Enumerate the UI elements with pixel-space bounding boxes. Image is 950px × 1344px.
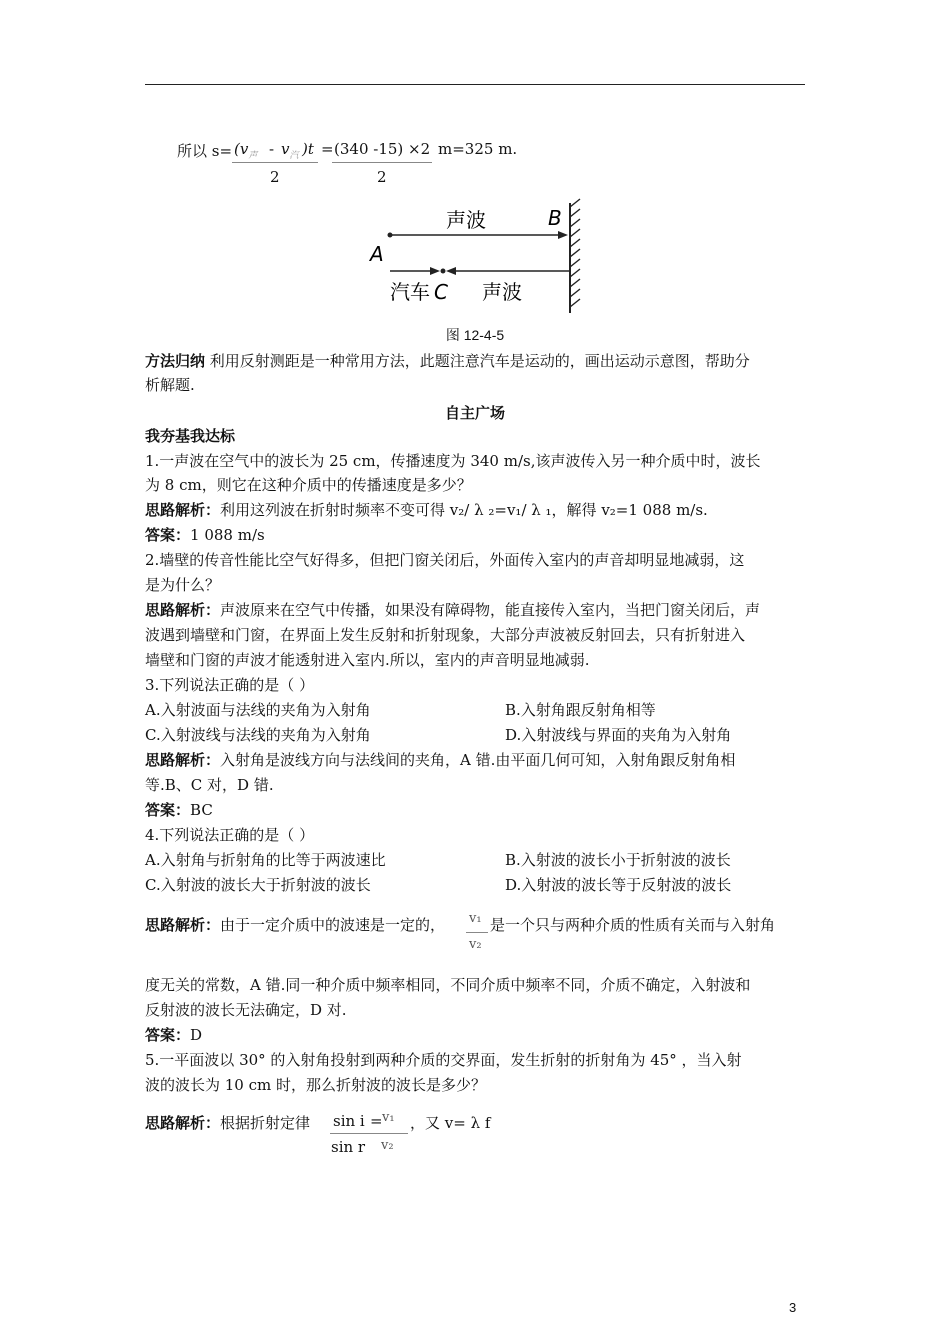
q5-v-den: v₂	[381, 1138, 394, 1153]
eq-minus: -	[269, 140, 275, 158]
q1-line-1: 1.一声波在空气中的波长为 25 cm，传播速度为 340 m/s,该声波传入另一种介质中时，波长	[145, 452, 761, 470]
q4-analysis-3: 反射波的波长无法确定，D 对.	[145, 1001, 347, 1019]
q3-stem: 3.下列说法正确的是（ ）	[145, 676, 315, 694]
q4-analysis-1: 思路解析：由于一定介质中的波速是一定的，	[145, 916, 446, 934]
label-c: C	[434, 280, 448, 304]
header-rule	[145, 84, 805, 85]
q4-answer: 答案：D	[145, 1026, 203, 1044]
figure-caption: 图 12-4-5	[445, 327, 505, 343]
q2-line-2: 是为什么？	[145, 576, 221, 594]
q1-analysis: 思路解析：利用这列波在折射时频率不变可得 v₂/ λ ₂=v₁/ λ ₁，解得 v₂=1 088 m/s.	[145, 501, 708, 519]
q5-sin-den: sin r	[331, 1138, 366, 1156]
q4-frac-num: v₁	[469, 911, 482, 926]
q5-line-2: 波的波长为 10 cm 时，那么折射波的波长是多少？	[145, 1076, 487, 1094]
eq-num-b: $v_汽$	[281, 140, 299, 161]
method-title: 方法归纳	[145, 352, 206, 370]
q3-option-c: C.入射波线与法线的夹角为入射角	[145, 726, 371, 744]
q4-analysis-2: 度无关的常数，A 错.同一种介质中频率相同，不同介质中频率不同，介质不确定，入射波和	[145, 976, 751, 994]
figure-sound-echo	[360, 195, 600, 320]
eq-num-a: ($v_声$	[234, 140, 258, 161]
q2-analysis-1: 思路解析：声波原来在空气中传播，如果没有障碍物，能直接传入室内，当把门窗关闭后，声	[145, 601, 761, 619]
label-sound-top: 声波	[446, 208, 486, 232]
eq-num2: (340 -15) ×2	[334, 140, 431, 158]
q3-answer: 答案：BC	[145, 801, 213, 819]
method-line-2: 析解题.	[145, 376, 195, 394]
arrowhead-car	[430, 267, 440, 275]
q5-v-num: v₁	[382, 1110, 395, 1125]
q2-line-1: 2.墙壁的传音性能比空气好得多，但把门窗关闭后，外面传入室内的声音却明显地减弱，这	[145, 551, 745, 569]
fraction-line-2	[332, 162, 432, 163]
q5-frac-line	[330, 1133, 408, 1134]
q1-answer: 答案：1 088 m/s	[145, 526, 265, 544]
q3-option-a: A.入射波面与法线的夹角为入射角	[145, 701, 371, 719]
eq-equals: =	[321, 140, 334, 158]
q4-option-b: B.入射波的波长小于折射波的波长	[505, 851, 731, 869]
q4-frac-line	[466, 932, 488, 933]
q4-stem: 4.下列说法正确的是（ ）	[145, 826, 315, 844]
q5-eq: =	[370, 1112, 383, 1130]
q4-option-c: C.入射波的波长大于折射波的波长	[145, 876, 371, 894]
q2-analysis-3: 墙壁和门窗的声波才能透射进入室内.所以，室内的声音明显地减弱.	[145, 651, 590, 669]
eq-suffix: m=325 m.	[438, 140, 518, 158]
subsection-title: 我夯基我达标	[145, 427, 236, 445]
eq-den-a: 2	[270, 168, 280, 186]
label-car: 汽车	[390, 280, 430, 304]
point-c	[441, 269, 446, 274]
q5-sin-num: sin i	[333, 1112, 365, 1130]
eq-den2: 2	[377, 168, 387, 186]
q4-frac-den: v₂	[469, 937, 482, 952]
q4-option-d: D.入射波的波长等于反射波的波长	[505, 876, 732, 894]
label-sound-bottom: 声波	[482, 280, 522, 304]
wall-hatch	[570, 199, 580, 307]
method-line-1: 方法归纳 利用反射测距是一种常用方法，此题注意汽车是运动的，画出运动示意图，帮助分	[145, 352, 750, 370]
q2-analysis-2: 波遇到墙壁和门窗，在界面上发生反射和折射现象，大部分声波被反射回去，只有折射进入	[145, 626, 746, 644]
q5-analysis: 思路解析：根据折射定律	[145, 1114, 311, 1132]
q3-analysis-2: 等.B、C 对，D 错.	[145, 776, 274, 794]
label-a: A	[370, 242, 384, 266]
section-title: 自主广场	[444, 404, 505, 422]
q1-line-2: 为 8 cm，则它在这种介质中的传播速度是多少？	[145, 476, 472, 494]
q3-option-b: B.入射角跟反射角相等	[505, 701, 656, 719]
q4-option-a: A.入射角与折射角的比等于两波速比	[145, 851, 386, 869]
q3-analysis-1: 思路解析：入射角是波线方向与法线间的夹角，A 错.由平面几何可知，入射角跟反射角相	[145, 751, 736, 769]
label-b: B	[548, 206, 562, 230]
q4-analysis-1-post: 是一个只与两种介质的性质有关而与入射角	[490, 916, 776, 934]
q5-line-1: 5.一平面波以 30° 的入射角投射到两种介质的交界面，发生折射的折射角为 45° ，当入射	[145, 1051, 742, 1069]
eq-prefix: 所以 s=	[177, 142, 233, 160]
arrowhead-right	[558, 231, 568, 239]
eq-num-c: )t	[302, 140, 314, 158]
fraction-line	[232, 162, 318, 163]
page-number: 3	[789, 1300, 797, 1315]
q5-analysis-post: ，又 v= λ f	[410, 1114, 491, 1132]
q3-option-d: D.入射波线与界面的夹角为入射角	[505, 726, 732, 744]
